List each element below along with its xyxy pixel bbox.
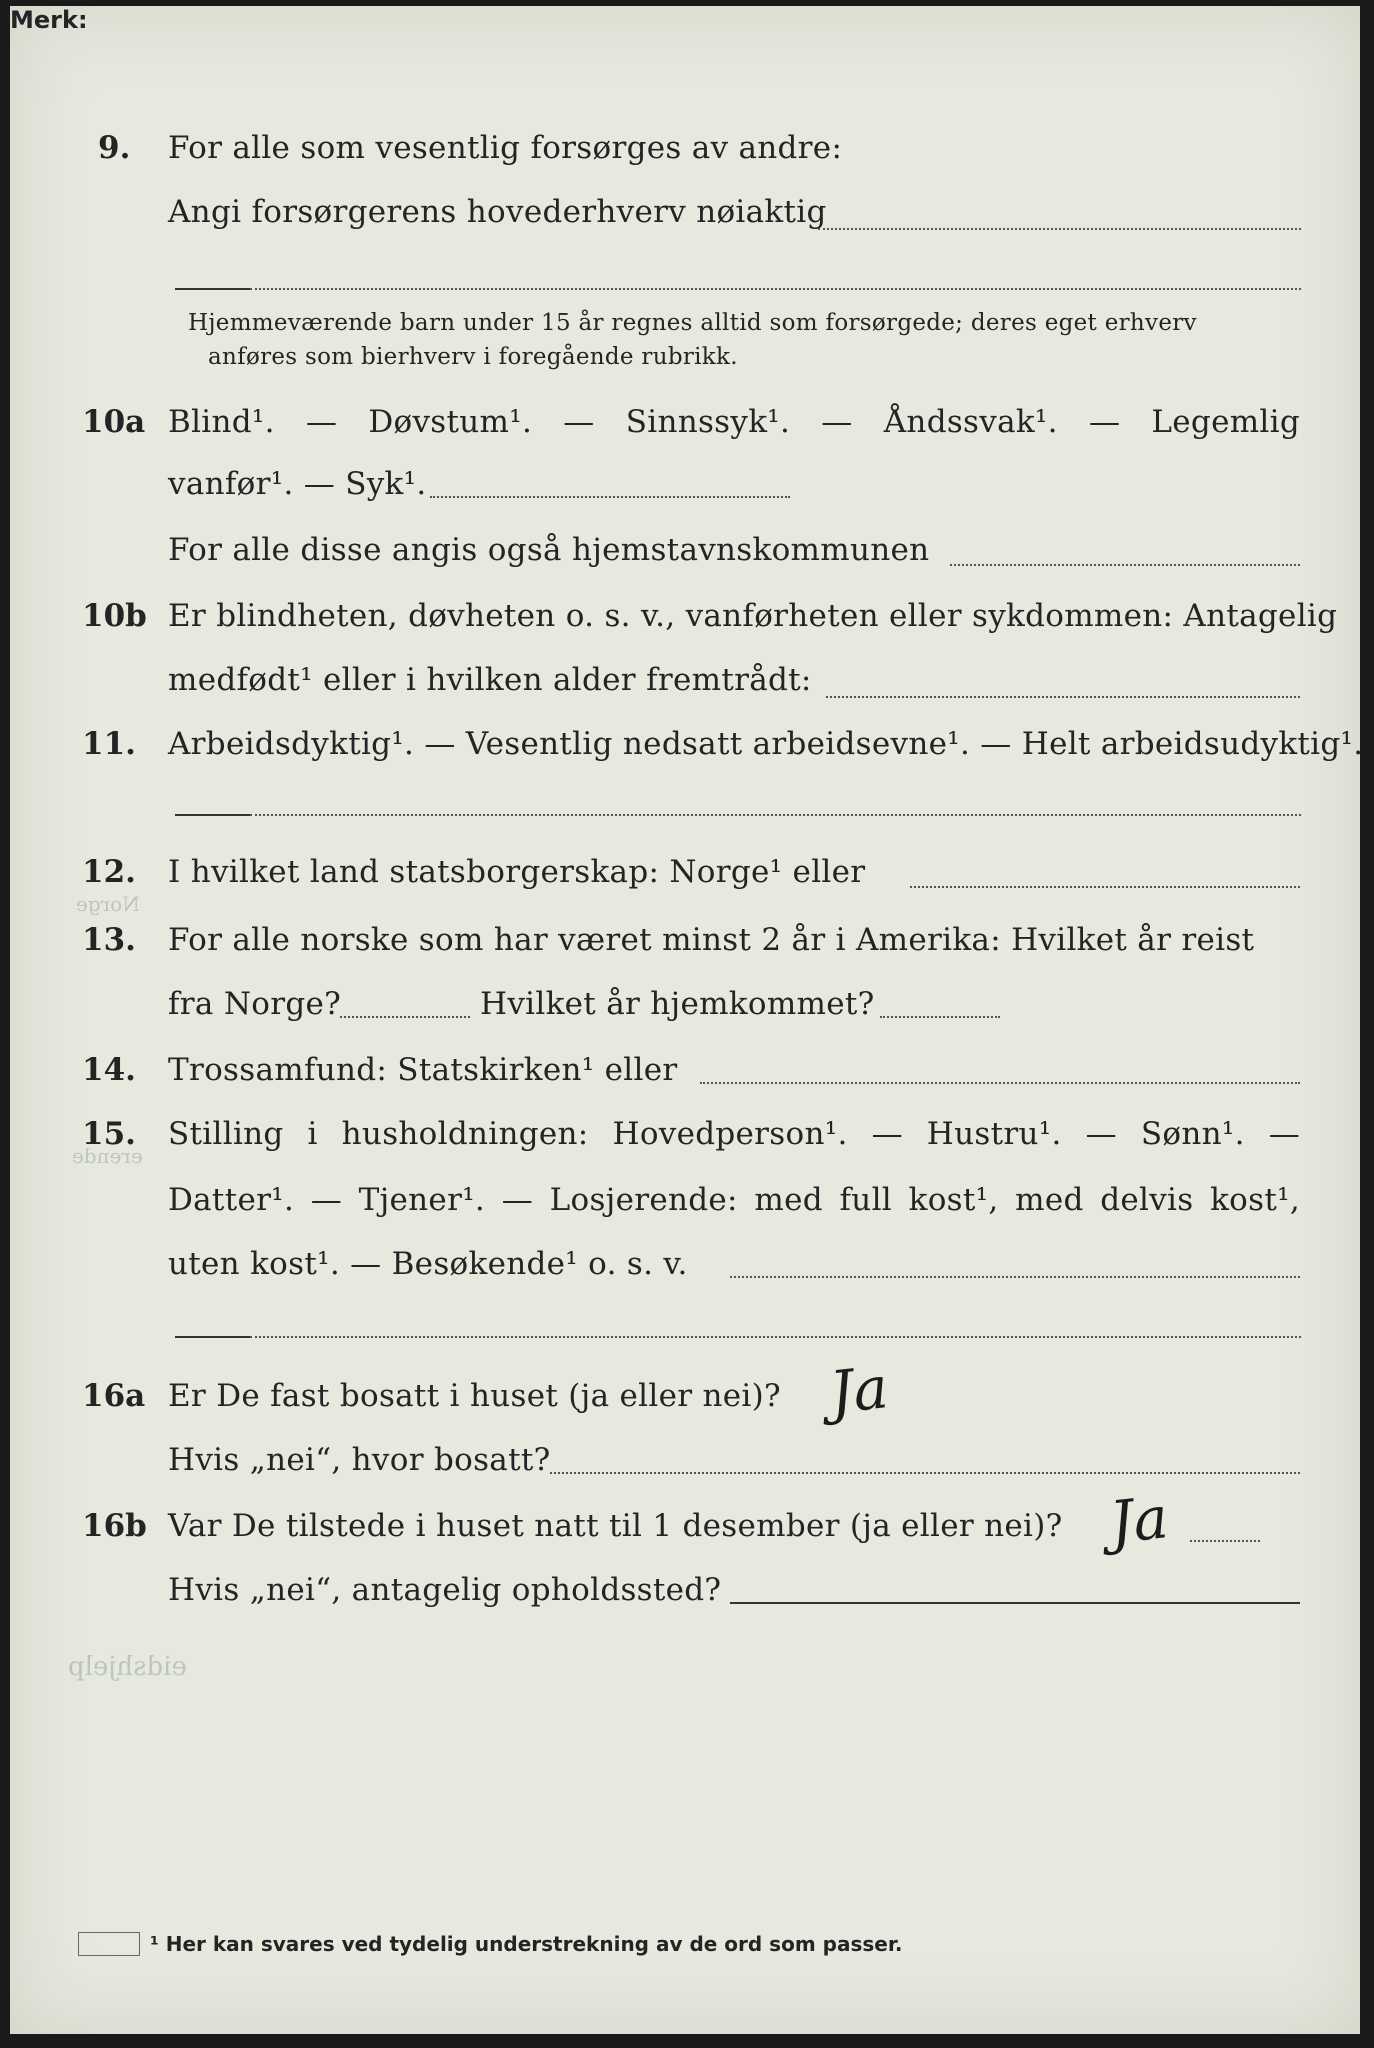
question-16a: Er De fast bosatt i huset (ja eller nei)?	[168, 1378, 781, 1414]
question-15-line2: Datter¹. — Tjener¹. — Losjerende: med full kost¹, med delvis kost¹,	[168, 1182, 1300, 1218]
question-10a-line3: For alle disse angis også hjemstavnskommunen	[168, 532, 930, 568]
question-10a: Blind¹. — Døvstum¹. — Sinnssyk¹. — Åndssvak¹. — Legemlig	[168, 404, 1300, 440]
census-form-page	[10, 6, 1364, 2034]
answer-line-13a[interactable]	[340, 1016, 470, 1018]
question-13-line3: Hvilket år hjemkommet?	[480, 986, 875, 1022]
answer-rule-15	[175, 1336, 250, 1338]
question-16b-line2: Hvis „nei“, antagelig opholdssted?	[168, 1572, 722, 1608]
question-11: Arbeidsdyktig¹. — Vesentlig nedsatt arbeidsevne¹. — Helt arbeidsudyktig¹.	[168, 726, 1364, 762]
footnote: ¹ Her kan svares ved tydelig understrekning av de ord som passer.	[150, 1932, 903, 1956]
margin-note-norge: Norge	[76, 892, 140, 916]
answer-line-10b[interactable]	[826, 696, 1300, 698]
item-number-11: 11.	[82, 726, 136, 762]
merk-note-line2: anføres som bierhverv i foregående rubrikk.	[208, 344, 738, 370]
answer-line-15[interactable]	[730, 1276, 1300, 1278]
item-number-12: 12.	[82, 854, 136, 890]
item-number-15: 15.	[82, 1116, 136, 1152]
question-15-line3: uten kost¹. — Besøkende¹ o. s. v.	[168, 1246, 688, 1282]
question-16a-line2: Hvis „nei“, hvor bosatt?	[168, 1442, 551, 1478]
question-9: For alle som vesentlig forsørges av andre:	[168, 130, 843, 166]
question-10a-line2: vanfør¹. — Syk¹.	[168, 466, 427, 502]
question-13: For alle norske som har været minst 2 år i Amerika: Hvilket år reist	[168, 922, 1255, 958]
answer-line-10a3[interactable]	[950, 564, 1300, 566]
answer-line-9b[interactable]	[250, 288, 1301, 290]
merk-note-line1: Hjemmeværende barn under 15 år regnes alltid som forsørgede; deres eget erhverv	[188, 310, 1197, 336]
answer-line-9[interactable]	[818, 228, 1301, 230]
item-number-16a: 16a	[82, 1378, 146, 1414]
question-12: I hvilket land statsborgerskap: Norge¹ eller	[168, 854, 866, 890]
answer-line-16b[interactable]	[1190, 1540, 1260, 1542]
question-10b-line2: medfødt¹ eller i hvilken alder fremtrådt:	[168, 662, 812, 698]
item-number-14: 14.	[82, 1052, 136, 1088]
answer-rule-9	[175, 288, 250, 290]
question-9-line2: Angi forsørgerens hovederhverv nøiaktig	[168, 194, 827, 230]
margin-note-eidshjelp: eidshjelp	[68, 1652, 187, 1682]
question-15: Stilling i husholdningen: Hovedperson¹. — Hustru¹. — Sønn¹. —	[168, 1116, 1300, 1152]
answer-line-14[interactable]	[700, 1082, 1300, 1084]
answer-line-12[interactable]	[910, 886, 1300, 888]
answer-line-15b[interactable]	[250, 1336, 1301, 1338]
question-16b: Var De tilstede i huset natt til 1 desember (ja eller nei)?	[168, 1508, 1063, 1544]
answer-line-16a[interactable]	[550, 1472, 1300, 1474]
question-13-line2: fra Norge?	[168, 986, 342, 1022]
item-number-13: 13.	[82, 922, 136, 958]
item-number-16b: 16b	[82, 1508, 147, 1544]
item-number-10b: 10b	[82, 598, 147, 634]
question-10b: Er blindheten, døvheten o. s. v., vanførheten eller sykdommen: Antagelig	[168, 598, 1338, 634]
handwritten-answer-16a: Ja	[826, 1353, 892, 1427]
question-14: Trossamfund: Statskirken¹ eller	[168, 1052, 678, 1088]
handwritten-answer-16b: Ja	[1106, 1483, 1172, 1557]
answer-line-11[interactable]	[250, 814, 1301, 816]
answer-line-13b[interactable]	[880, 1016, 1000, 1018]
merk-label: Merk:	[10, 6, 88, 34]
item-number-9: 9.	[98, 130, 131, 166]
margin-note-erende: erende	[72, 1144, 143, 1168]
answer-rule-11	[175, 814, 250, 816]
printer-stamp	[78, 1932, 140, 1956]
answer-line-10a[interactable]	[430, 496, 790, 498]
item-number-10a: 10a	[82, 404, 146, 440]
answer-line-16b2[interactable]	[730, 1602, 1300, 1604]
